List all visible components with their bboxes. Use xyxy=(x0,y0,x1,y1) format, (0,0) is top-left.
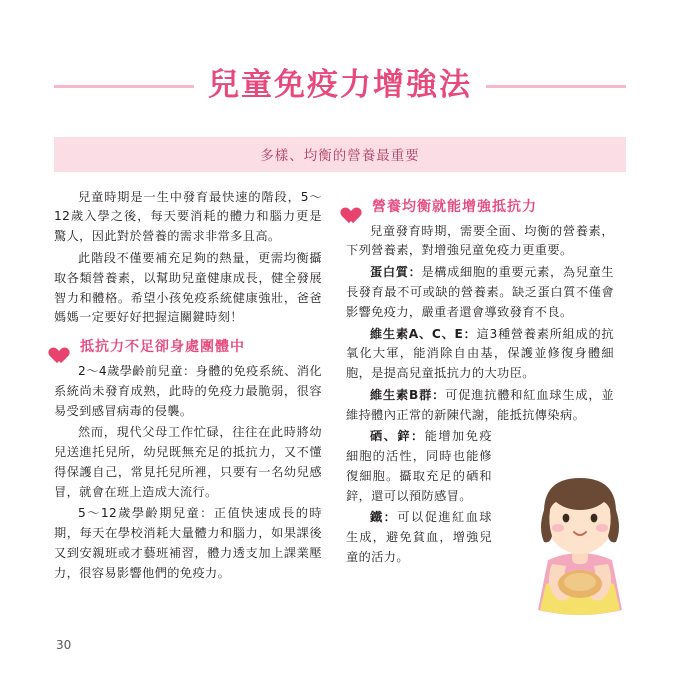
left-column xyxy=(54,188,322,586)
section-heading xyxy=(346,198,614,218)
nutrient-term: 維生素B群： xyxy=(370,387,446,402)
nutrient-text: 可以促進紅血球生成，避免貧血，增強兒童的活力。 xyxy=(346,510,492,564)
page-header xyxy=(54,46,626,125)
girl-eating-bread-illustration xyxy=(516,456,644,616)
nutrient-text: 這3種營養素所組成的抗氧化大軍，能消除自由基，保護並修復身體細胞，是提高兒童抵抗力的大功臣。 xyxy=(346,326,614,381)
paragraph: 5～12歲學齡期兒童：正值快速成長的時期，每天在學校消耗大量體力和腦力，如果課後又到安親班或才藝班補習，體力透支加上課業壓力，很容易影響他們的免疫力。 xyxy=(54,506,322,580)
heart-icon xyxy=(54,340,74,358)
section-heading xyxy=(54,338,322,358)
page-number: 30 xyxy=(56,638,72,652)
nutrient-item xyxy=(346,263,614,322)
paragraph: 然而，現代父母工作忙碌，往往在此時將幼兒送進托兒所，幼兒既無充足的抵抗力，又不懂得保護自己，常見托兒所裡，只要有一名幼兒感冒，就會在班上造成大流行。 xyxy=(54,425,322,499)
paragraph: 2～4歲學齡前兒童：身體的免疫系統、消化系統尚未發育成熟，此時的免疫力最脆弱，很容易受到感冒病毒的侵襲。 xyxy=(54,364,322,418)
nutrient-text: 可促進抗體和紅血球生成，並維持體內正常的新陳代謝，能抵抗傳染病。 xyxy=(346,387,614,422)
page-title: 兒童免疫力增強法 xyxy=(194,67,486,104)
paragraph: 此階段不僅要補充足夠的熱量，更需均衡攝取各類營養素，以幫助兒童健康成長，健全發展智力和體格。希望小孩免疫系統健康強壯，爸爸媽媽一定要好好把握這關鍵時刻！ xyxy=(54,251,322,325)
section-title: 抵抗力不足卻身處團體中 xyxy=(80,339,245,356)
paragraph: 兒童發育時期，需要全面、均衡的營養素，下列營養素，對增強兒童免疫力更重要。 xyxy=(346,223,614,258)
nutrient-item xyxy=(346,325,614,384)
nutrient-text: 是構成細胞的重要元素，為兒童生長發育最不可或缺的營養素。缺乏蛋白質不僅會影響免疫力，嚴重者還會導致發育不良。 xyxy=(346,265,615,319)
nutrient-term: 維生素A、C、E： xyxy=(370,326,477,341)
nutrient-text: 能增加免疫細胞的活性，同時也能修復細胞。攝取充足的硒和鋅，還可以預防感冒。 xyxy=(346,429,492,503)
paragraph: 兒童時期是一生中發育最快速的階段，5～12歲入學之後，每天要消耗的體力和腦力更是驚人，因此對於營養的需求非常多且高。 xyxy=(54,189,322,244)
nutrient-item xyxy=(346,386,614,426)
nutrient-term: 蛋白質： xyxy=(370,265,422,280)
nutrient-term: 硒、鋅： xyxy=(370,429,425,444)
section-title: 營養均衡就能增強抵抗力 xyxy=(372,198,537,215)
page-subtitle: 多樣、均衡的營養最重要 xyxy=(54,137,626,172)
nutrient-term: 鐵： xyxy=(370,510,398,525)
heart-icon xyxy=(346,200,366,218)
